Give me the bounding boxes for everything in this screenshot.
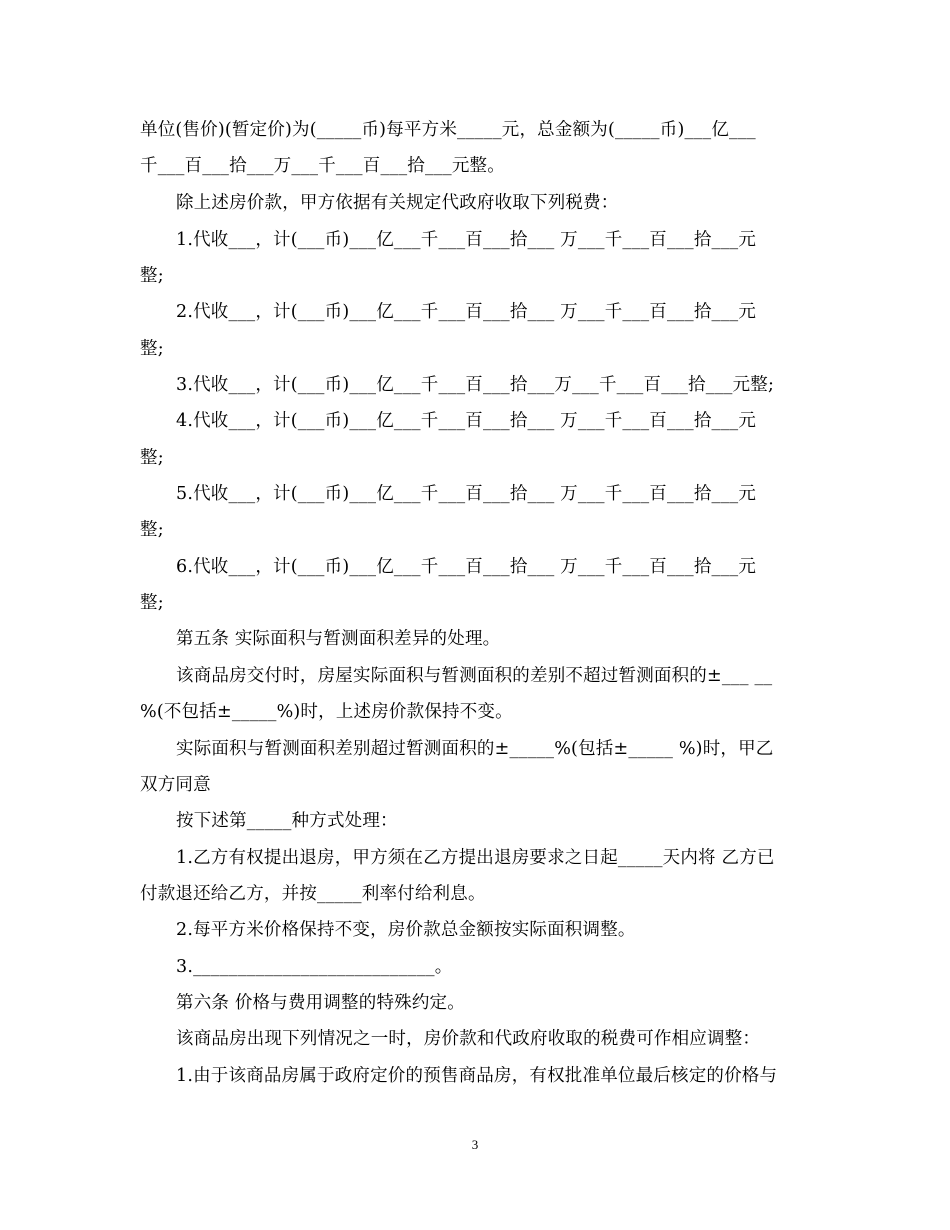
text-line: 1.由于该商品房属于政府定价的预售商品房，有权批准单位最后核定的价格与: [176, 1066, 778, 1086]
text-line: 整;: [140, 520, 164, 540]
text-line: %(不包括±_____%)时，上述房价款保持不变。: [140, 702, 513, 722]
page-number: 3: [471, 1137, 479, 1152]
text-line: 5.代收___，计(___币)___亿___千___百___拾___ 万___千___百___拾___元: [176, 484, 757, 504]
text-line: 2.代收___，计(___币)___亿___千___百___拾___ 万___千___百___拾___元: [176, 302, 757, 322]
text-line: 2.每平方米价格保持不变，房价款总金额按实际面积调整。: [176, 920, 636, 940]
text-line: 付款退还给乙方，并按_____利率付给利息。: [140, 884, 486, 904]
text-line: 3.___________________________。: [176, 957, 453, 977]
text-line: 单位(售价)(暂定价)为(_____币)每平方米_____元，总金额为(_____币)___亿___: [140, 120, 756, 140]
text-line: 整;: [140, 266, 164, 286]
text-line: 4.代收___，计(___币)___亿___千___百___拾___ 万___千___百___拾___元: [176, 411, 757, 431]
text-line: 1.乙方有权提出退房，甲方须在乙方提出退房要求之日起_____天内将 乙方已: [176, 848, 775, 868]
text-line: 双方同意: [140, 775, 211, 795]
text-line: 整;: [140, 339, 164, 359]
text-line: 整;: [140, 593, 164, 613]
text-line: 该商品房交付时，房屋实际面积与暂测面积的差别不超过暂测面积的±___ __: [176, 666, 773, 686]
text-line: 该商品房出现下列情况之一时，房价款和代政府收取的税费可作相应调整：: [176, 1029, 761, 1049]
text-line: 6.代收___，计(___币)___亿___千___百___拾___ 万___千___百___拾___元: [176, 557, 757, 577]
text-line: 千___百___拾___万___千___百___拾___元整。: [140, 156, 505, 176]
text-line: 除上述房价款，甲方依据有关规定代政府收取下列税费：: [176, 193, 619, 213]
text-line: 按下述第_____种方式处理：: [176, 811, 398, 831]
section-heading: 第五条 实际面积与暂测面积差异的处理。: [176, 629, 501, 649]
text-line: 1.代收___，计(___币)___亿___千___百___拾___ 万___千___百___拾___元: [176, 230, 757, 250]
section-heading: 第六条 价格与费用调整的特殊约定。: [176, 993, 465, 1013]
text-line: 3.代收___，计(___币)___亿___千___百___拾___万___千___百___拾___元整;: [176, 375, 775, 395]
text-line: 整;: [140, 448, 164, 468]
text-line: 实际面积与暂测面积差别超过暂测面积的±_____%(包括±_____ %)时，甲乙: [176, 739, 774, 759]
